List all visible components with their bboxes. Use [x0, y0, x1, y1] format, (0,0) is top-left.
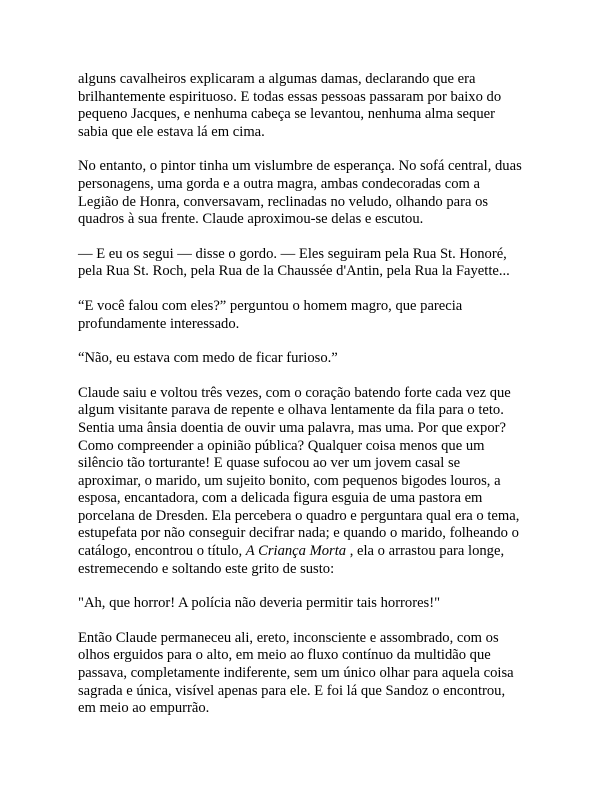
- text-line: quadros à sua frente. Claude aproximou-se delas e escutou.: [78, 211, 424, 228]
- text-line: Legião de Honra, conversavam, reclinadas no veludo, olhando para os: [78, 193, 489, 210]
- text-line: Sentia uma ânsia doentia de ouvir uma palavra, mas uma. Por que expor?: [78, 419, 506, 436]
- paragraph-4: [78, 298, 548, 333]
- text-line: silêncio tão torturante! E quase sufocou ao ver um jovem casal se: [78, 455, 461, 472]
- page-body: [78, 71, 548, 735]
- paragraph-5: [78, 350, 548, 368]
- text-line: em meio ao empurrão.: [78, 700, 210, 717]
- text-line: pequeno Jacques, e nenhuma cabeça se levantou, nenhuma alma sequer: [78, 106, 495, 123]
- text-line: pela Rua St. Roch, pela Rua de la Chaussée d'Antin, pela Rua la Fayette...: [78, 263, 510, 280]
- text-line-with-title: [78, 543, 548, 561]
- text-line: brilhantemente espirituoso. E todas essas pessoas passaram por baixo do: [78, 88, 502, 105]
- text-line: “Não, eu estava com medo de ficar furioso.”: [78, 350, 338, 367]
- text-line: profundamente interessado.: [78, 315, 240, 332]
- text-line: No entanto, o pintor tinha um vislumbre de esperança. No sofá central, duas: [78, 158, 522, 175]
- text-line: personagens, uma gorda e a outra magra, ambas condecoradas com a: [78, 175, 480, 192]
- text-segment: catálogo, encontrou o título,: [78, 543, 246, 560]
- text-line: estupefata por não conseguir decifrar nada; e quando o marido, folheando o: [78, 525, 519, 542]
- text-line: esposa, encantadora, com a delicada figura esguia de uma pastora em: [78, 490, 483, 507]
- book-title: A Criança Morta: [245, 543, 347, 560]
- text-segment: , ela o arrastou para longe,: [346, 543, 505, 560]
- text-line: aproximar, o marido, um sujeito bonito, com pequenos bigodes louros, a: [78, 472, 501, 489]
- text-line: Claude saiu e voltou três vezes, com o coração batendo forte cada vez que: [78, 384, 511, 401]
- paragraph-7: [78, 595, 548, 613]
- text-line: — E eu os segui — disse o gordo. — Eles seguiram pela Rua St. Honoré,: [78, 245, 507, 262]
- text-line: sagrada e única, visível apenas para ele. E foi lá que Sandoz o encontrou,: [78, 682, 506, 699]
- text-line: algum visitante parava de repente e olhava lentamente da fila para o teto.: [78, 402, 504, 419]
- text-line: Como compreender a opinião pública? Qualquer coisa menos que um: [78, 437, 485, 454]
- paragraph-6: [78, 385, 548, 579]
- text-line: porcelana de Dresden. Ela percebera o quadro e perguntara qual era o tema,: [78, 507, 520, 524]
- paragraph-3: [78, 246, 548, 281]
- text-line: estremecendo e soltando este grito de susto:: [78, 560, 335, 577]
- text-line: sabia que ele estava lá em cima.: [78, 123, 265, 140]
- text-line: alguns cavalheiros explicaram a algumas damas, declarando que era: [78, 71, 476, 87]
- paragraph-1: [78, 71, 548, 141]
- text-line: "Ah, que horror! A polícia não deveria permitir tais horrores!": [78, 595, 441, 612]
- text-line: “E você falou com eles?” perguntou o homem magro, que parecia: [78, 297, 463, 314]
- paragraph-2: [78, 158, 548, 228]
- text-line: olhos erguidos para o alto, em meio ao fluxo contínuo da multidão que: [78, 647, 491, 664]
- text-line: Então Claude permaneceu ali, ereto, inconsciente e assombrado, com os: [78, 629, 499, 646]
- text-line: passava, completamente indiferente, sem um único olhar para aquela coisa: [78, 665, 514, 682]
- paragraph-8: [78, 630, 548, 718]
